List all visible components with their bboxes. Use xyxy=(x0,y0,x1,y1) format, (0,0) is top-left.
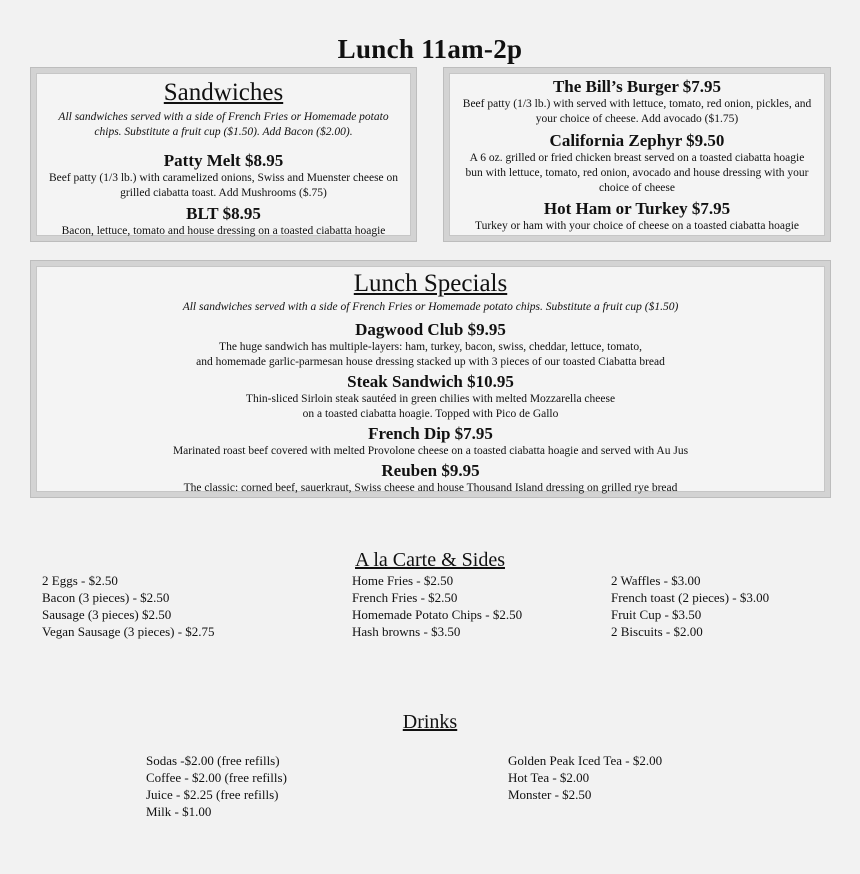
menu-item-name: BLT $8.95 xyxy=(186,204,261,223)
sandwiches-intro: All sandwiches served with a side of French Fries or Homemade potato chips. Substitute a fruit cup ($1.50). Add Bacon ($2.00). xyxy=(58,111,389,138)
list-item: Monster - $2.50 xyxy=(508,787,592,802)
list-item: Juice - $2.25 (free refills) xyxy=(146,787,279,802)
list-item: Coffee - $2.00 (free refills) xyxy=(146,770,287,785)
list-item: French toast (2 pieces) - $3.00 xyxy=(611,590,770,605)
specials-title: Lunch Specials xyxy=(353,270,508,297)
drinks-column-1 xyxy=(146,752,287,820)
page-title: Lunch 11am-2p xyxy=(337,34,523,64)
sandwiches-title: Sandwiches xyxy=(163,79,284,106)
menu-item-desc: The classic: corned beef, sauerkraut, Swiss cheese and house Thousand Island dressing on grilled rye bread xyxy=(183,482,678,494)
menu-item-name: Reuben $9.95 xyxy=(381,461,480,480)
list-item: Bacon (3 pieces) - $2.50 xyxy=(42,590,170,605)
menu-item-name: French Dip $7.95 xyxy=(368,424,493,443)
list-item: Fruit Cup - $3.50 xyxy=(611,607,702,622)
specials-intro: All sandwiches served with a side of French Fries or Homemade potato chips. Substitute a fruit cup ($1.50) xyxy=(182,301,679,313)
menu-item-name: Steak Sandwich $10.95 xyxy=(347,372,514,391)
list-item: 2 Waffles - $3.00 xyxy=(611,573,701,588)
menu-item-desc: Turkey or ham with your choice of cheese on a toasted ciabatta hoagie xyxy=(474,220,800,232)
list-item: Sodas -$2.00 (free refills) xyxy=(146,753,280,768)
menu-item-desc: and homemade garlic-parmesan house dressing stacked up with 3 pieces of our toasted Ciabatta bread xyxy=(196,356,665,368)
sides-title: A la Carte & Sides xyxy=(355,549,505,571)
list-item: Hash browns - $3.50 xyxy=(352,624,461,639)
list-item: 2 Eggs - $2.50 xyxy=(42,573,118,588)
menu-item-name: The Bill’s Burger $7.95 xyxy=(552,77,722,96)
list-item: Hot Tea - $2.00 xyxy=(508,770,590,785)
list-item: Home Fries - $2.50 xyxy=(352,573,454,588)
sandwiches-box xyxy=(31,68,416,241)
menu-item-desc: Beef patty (1/3 lb.) with served with lettuce, tomato, red onion, pickles, and your choice of cheese. Add avocado ($1.75) xyxy=(462,98,812,125)
menu-item-desc: Thin-sliced Sirloin steak sautéed in green chilies with melted Mozzarella cheese xyxy=(245,393,616,405)
list-item: Milk - $1.00 xyxy=(146,804,212,819)
burgers-box xyxy=(444,68,830,241)
menu-item-name: Dagwood Club $9.95 xyxy=(355,320,506,339)
drinks-title: Drinks xyxy=(402,711,458,733)
menu-item-desc: Beef patty (1/3 lb.) with caramelized onions, Swiss and Muenster cheese on grilled ciabatta toast. Add Mushrooms ($.75) xyxy=(48,172,399,199)
menu-item-desc: The huge sandwich has multiple-layers: ham, turkey, bacon, swiss, cheddar, lettuce, tomato, xyxy=(219,341,642,353)
menu-item-name: California Zephyr $9.50 xyxy=(549,131,725,150)
list-item: Golden Peak Iced Tea - $2.00 xyxy=(508,753,663,768)
list-item: French Fries - $2.50 xyxy=(352,590,458,605)
drinks-column-2 xyxy=(508,752,662,803)
lunch-specials-box xyxy=(31,261,830,497)
menu-item-desc: Marinated roast beef covered with melted Provolone cheese on a toasted ciabatta hoagie and served with Au Jus xyxy=(172,445,689,457)
menu-item-desc: A 6 oz. grilled or fried chicken breast served on a toasted ciabatta hoagie bun with lettuce, tomato, red onion, avocado and house dressing with your choice of cheese xyxy=(465,152,809,194)
list-item: Homemade Potato Chips - $2.50 xyxy=(352,607,523,622)
sides-column-2 xyxy=(352,572,522,640)
sides-column-3 xyxy=(611,572,769,640)
menu-item-name: Hot Ham or Turkey $7.95 xyxy=(543,199,731,218)
menu-item-name: Patty Melt $8.95 xyxy=(163,151,284,170)
menu-item-desc: Bacon, lettuce, tomato and house dressing on a toasted ciabatta hoagie xyxy=(61,225,386,237)
list-item: Vegan Sausage (3 pieces) - $2.75 xyxy=(42,624,215,639)
list-item: 2 Biscuits - $2.00 xyxy=(611,624,703,639)
menu-item-desc: on a toasted ciabatta hoagie. Topped with Pico de Gallo xyxy=(302,408,559,420)
list-item: Sausage (3 pieces) $2.50 xyxy=(42,607,172,622)
sides-column-1 xyxy=(42,572,215,640)
